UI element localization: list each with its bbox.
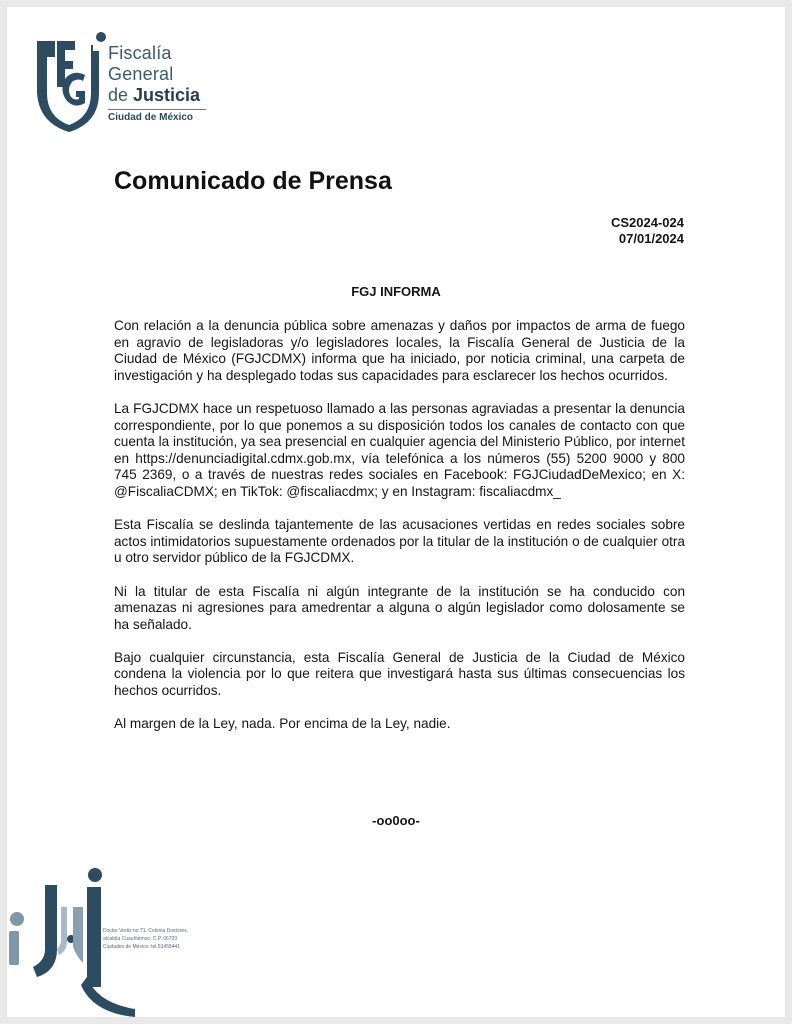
fgj-wordmark [108,44,206,123]
address-line: alcaldía Cuauhtémoc. C.P. 06720 [103,936,178,942]
logo-line-justicia [108,86,206,104]
logo-divider [108,109,206,110]
section-heading: FGJ INFORMA [351,284,441,299]
reference-number: CS2024-024 [611,215,684,230]
paragraph: La FGJCDMX hace un respetuoso llamado a las personas agraviadas a presentar la denuncia correspondiente, por lo que ponemos a su disposición todos los canales de contacto con que cuenta la institución, ya sea presencial en cualquier agencia del Ministerio Público, por internet en https://denunciadigital.cdmx.gob.mx, vía telefónica a los números (55) 5200 9000 y 800 745 2369, o a través de nuestras redes sociales en Facebook: FGJCiudadDeMexico; en X: @FiscaliaCDMX; en TikTok: @fiscaliacdmx; y en Instagram: fiscaliacdmx_ [114,400,685,499]
logo-line-de: de [108,85,134,105]
reference-date: 07/01/2024 [618,231,684,246]
paragraph: Bajo cualquier circunstancia, esta Fiscalía General de Justicia de la Ciudad de México condena la violencia por lo que reitera que investigará hasta sus últimas consecuencias los hechos ocurridos. [114,649,685,699]
document-title: Comunicado de Prensa [114,167,392,195]
logo-line-general: General [108,64,174,84]
address-line: Doctor Vertiz no.71. Colonia Doctores, [103,928,189,934]
closing-mark: -oo0oo- [372,813,420,828]
logo-city: Ciudad de México [108,112,194,123]
paragraph: Al margen de la Ley, nada. Por encima de la Ley, nadie. [114,716,451,732]
paragraph: Esta Fiscalía se deslinda tajantemente de las acusaciones vertidas en redes sociales sobre actos intimidatorios supuestamente ordenados por la titular de la institución o de cualquier otra u otro servidor público de la FGJCDMX. [114,517,685,566]
footer-address [103,927,233,951]
fgj-emblem-icon [33,31,109,138]
address-line: Ciudades de México. tel.53455441 [103,944,180,950]
paragraph: Con relación a la denuncia pública sobre amenazas y daños por impactos de arma de fuego en agravio de legisladoras y/o legisladores locales, la Fiscalía General de Justicia de la Ciudad de México (FGJCDMX) informa que ha iniciado, por noticia criminal, una carpeta de investigación y ha desplegado todas sus capacidades para esclarecer los hechos ocurridos. [114,318,685,383]
press-release-page [7,7,785,1017]
reference-block [611,215,684,247]
paragraph: Ni la titular de esta Fiscalía ni algún integrante de la institución se ha conducido con amenazas ni agresiones para amedrentar a alguna o algún legislador como dolosamente se ha señalado. [114,583,685,632]
logo-line-justicia-strong: Justicia [133,85,201,105]
document-body [114,318,685,749]
logo-line-fiscalia: Fiscalía [108,43,172,63]
